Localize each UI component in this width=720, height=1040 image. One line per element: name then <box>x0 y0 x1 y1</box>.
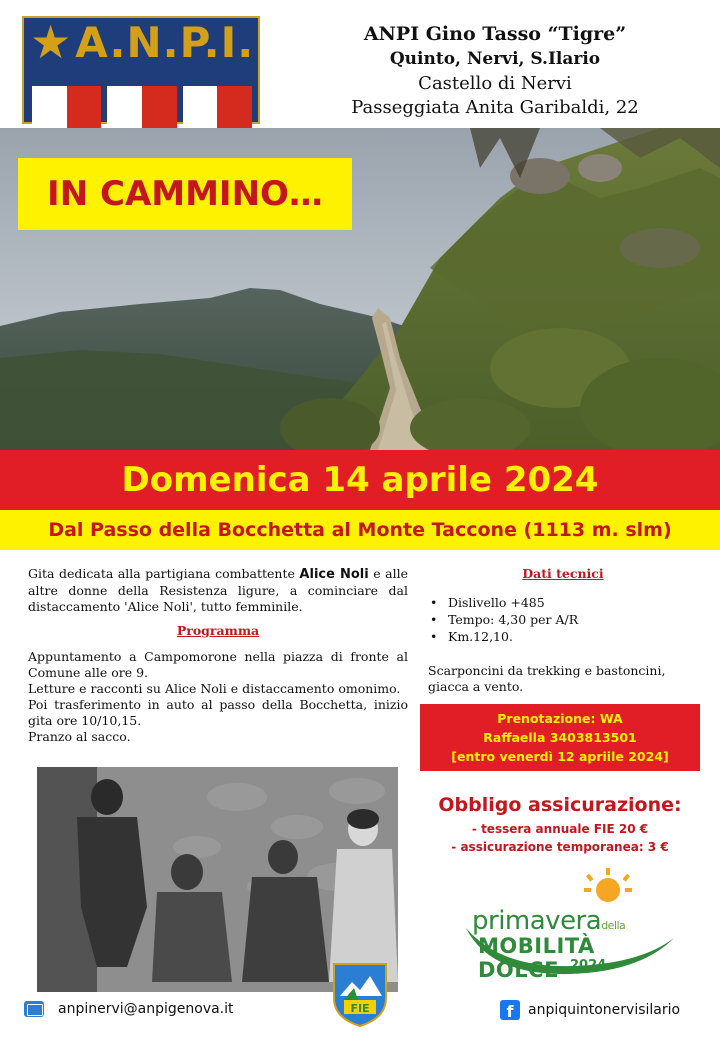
facebook-contact[interactable] <box>500 1000 680 1020</box>
technical-data-column <box>428 566 698 695</box>
badge-text: IN CAMMINO… <box>47 174 323 214</box>
email-contact[interactable] <box>24 1001 234 1017</box>
route-banner <box>0 510 720 550</box>
pmd-subtitle: MOBILITÀ DOLCE <box>478 934 595 982</box>
tech-item: • Tempo: 4,30 per A/R <box>430 611 698 628</box>
in-cammino-badge <box>18 158 352 230</box>
org-title: ANPI Gino Tasso “Tigre” <box>363 23 627 45</box>
program-line: Poi trasferimento in auto al passo della Bocchetta, inizio gita ore 10/10,15. <box>28 697 408 728</box>
gear-note: Scarponcini da trekking e bastoncini, giacca a vento. <box>428 663 666 694</box>
historic-photo-illustration <box>37 767 398 992</box>
fie-shield-icon <box>330 960 390 1028</box>
org-place: Castello di Nervi <box>418 73 572 94</box>
mail-icon <box>24 1001 44 1017</box>
facebook-icon: f <box>500 1000 520 1020</box>
tech-item: • Km.12,10. <box>430 628 698 645</box>
program-line: Appuntamento a Campomorone nella piazza di fronte al Comune alle ore 9. <box>28 649 408 680</box>
insurance-heading: Obbligo assicurazione: <box>438 794 682 816</box>
logo-top-row <box>24 15 258 69</box>
pmd-title: primaveradella <box>472 906 626 936</box>
tech-heading: Dati tecnici <box>522 566 604 581</box>
alice-noli-name: Alice Noli <box>299 567 369 582</box>
booking-deadline: [entro venerdì 12 apriile 2024] <box>451 749 669 764</box>
event-date: Domenica 14 aprile 2024 <box>121 460 599 500</box>
logo-text: A.N.P.I. <box>75 18 255 67</box>
booking-phone[interactable]: Raffaella 3403813501 <box>483 730 637 745</box>
primavera-mobilita-dolce-logo <box>460 868 680 982</box>
intro-paragraph: Gita dedicata alla partigiana combattente Alice Noli e alle altre donne della Resistenza ligure, a cominciare dal distaccamento 'Alice Noli', tutto femminile. <box>28 566 408 614</box>
org-subtitle: Quinto, Nervi, S.Ilario <box>389 49 601 69</box>
program-line: Pranzo al sacco. <box>28 729 131 744</box>
booking-line: Prenotazione: WA <box>497 711 623 726</box>
insurance-line: - assicurazione temporanea: 3 € <box>451 840 669 854</box>
fie-text: FIE <box>350 1002 370 1015</box>
insurance-line: - tessera annuale FIE 20 € <box>471 822 649 836</box>
date-banner <box>0 450 720 510</box>
star-icon: ★ <box>30 15 72 69</box>
anpi-logo <box>22 16 260 124</box>
program-line: Letture e racconti su Alice Noli e distaccamento omonimo. <box>28 681 401 696</box>
booking-box <box>420 704 700 771</box>
facebook-page[interactable]: anpiquintonervisilario <box>528 1002 681 1018</box>
pmd-year: 2024 <box>570 958 607 973</box>
fie-logo <box>330 960 390 1028</box>
event-route: Dal Passo della Bocchetta al Monte Taccone (1113 m. slm) <box>48 519 672 541</box>
tech-item: • Dislivello +485 <box>430 594 698 611</box>
description-column <box>28 566 408 745</box>
partisan-women-photo <box>37 767 398 992</box>
email-address[interactable]: anpinervi@anpigenova.it <box>58 1001 234 1017</box>
header-block <box>290 22 700 120</box>
org-address: Passeggiata Anita Garibaldi, 22 <box>351 97 639 118</box>
tech-list <box>430 594 698 645</box>
program-heading: Programma <box>176 623 260 638</box>
